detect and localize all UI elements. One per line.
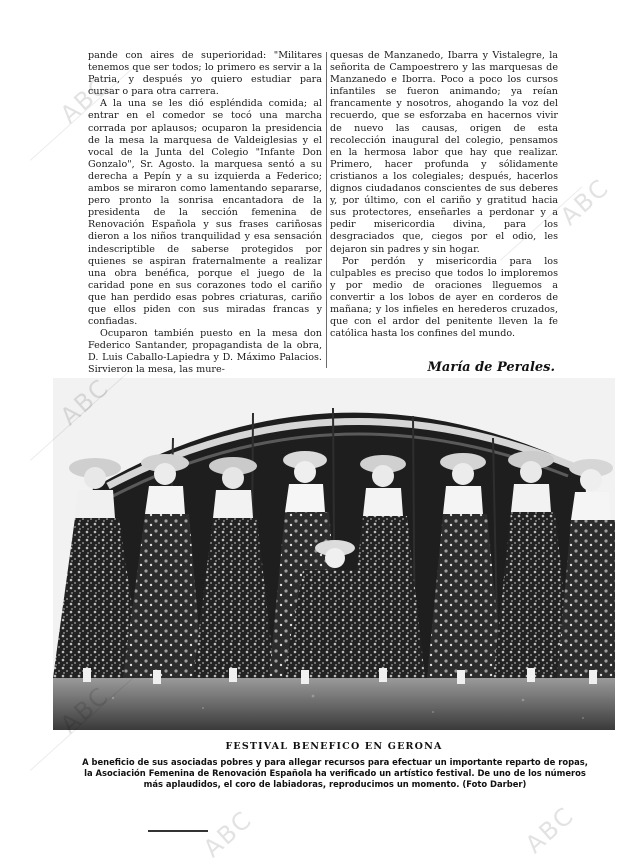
paragraph: quesas de Manzanedo, Ibarra y Vistalegre, la señorita de Campoestrero y las marquesas de Manzanedo e Iborra. Poco a poco los cursos infantiles se fueron animando; ya reían francamente y nosotros, ahogando la voz del recuerdo, que se esforzaba en hacernos vivir de nuevo las causas, origen de esta recolección inaugural del colegio, pensamos en la hermosa labor que hay que realizar. Primero, hacer profunda y sólidamente cristianos a los colegiales; después, hacerlos dignos ciudadanos conscientes de sus deberes y, por último, con el cariño y gratitud hacia sus protectores, enseñarles a perdonar y a pedir misericordia divina, para los desgraciados que, ciegos por el odio, les dejaron sin padres y sin hogar. bbox=[330, 50, 558, 255]
photo-illustration bbox=[53, 378, 615, 730]
festival-photo bbox=[53, 378, 615, 730]
author-signature: María de Perales. bbox=[427, 360, 555, 375]
footer-rule bbox=[148, 830, 208, 832]
abc-watermark: ABC bbox=[198, 805, 258, 863]
article-right-column bbox=[330, 50, 558, 340]
column-divider bbox=[326, 52, 327, 368]
photo-caption-body: A beneficio de sus asociadas pobres y para allegar recursos para efectuar un importante reparto de ropas, la Asociación Femenina de Renovación Española ha verificado un artístico festival. De uno de los números más aplaudidos, el coro de labiadoras, reproducimos un momento. (Foto Darber) bbox=[82, 757, 588, 790]
photo-caption-title: FESTIVAL BENEFICO EN GERONA bbox=[225, 741, 443, 752]
abc-watermark: ABC bbox=[520, 801, 580, 859]
paragraph: pande con aires de superioridad: "Militares tenemos que ser todos; lo primero es servir a la Patria, y después yo quiero estudiar para cursar o para otra carrera. bbox=[88, 50, 322, 98]
abc-watermark: ABC bbox=[555, 173, 615, 231]
article-left-column bbox=[88, 50, 322, 377]
abc-watermark: ABC bbox=[55, 71, 115, 129]
paragraph: A la una se les dió espléndida comida; al entrar en el comedor se tocó una marcha corrada por aplausos; ocuparon la presidencia de la mesa la marquesa de Valdeiglesias y el vocal de la Junta del Colegio "Infante Don Gonzalo", Sr. Agosto. la marquesa sentó a su derecha a Pepín y a su izquierda a Federico; ambos se miraron como lamentando separarse, pero pronto la sonrisa encantadora de la presidenta de la sección femenina de Renovación Española y sus frases cariñosas dieron a los niños tranquilidad y esa sensación indescriptible de saberse protegidos por quienes se aspiran fraternalmente a realizar una obra benéfica, porque el juego de la caridad pone en sus corazones todo el cariño que han perdido esas pobres criaturas, cariño que ellos piden con sus miradas francas y confiadas. bbox=[88, 98, 322, 328]
paragraph: Por perdón y misericordia para los culpables es preciso que todos lo imploremos y por medio de oraciones lleguemos a convertir a los lobos de ayer en corderos de mañana; y los infieles en herederos cruzados, que con el ardor del penitente lleven la fe católica hasta los confines del mundo. bbox=[330, 255, 558, 340]
paragraph: Ocuparon también puesto en la mesa don Federico Santander, propagandista de la obra, D. Luis Caballo-Lapiedra y D. Máximo Palacios. Sirvieron la mesa, las mure- bbox=[88, 328, 322, 376]
